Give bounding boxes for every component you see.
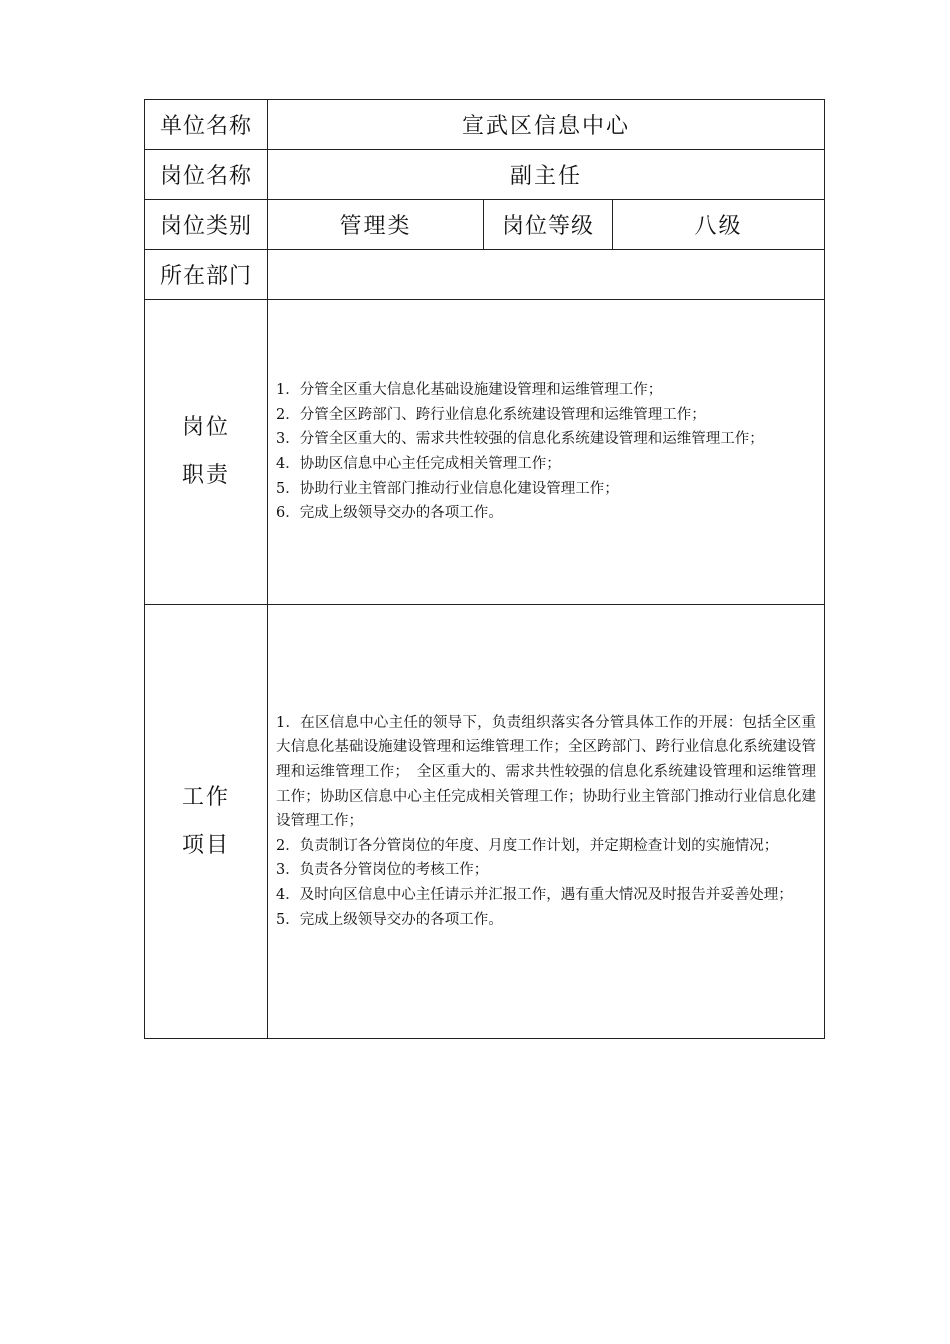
position-value: 副主任 xyxy=(268,150,825,200)
duties-label-line1: 岗位 xyxy=(181,415,230,440)
work-items-label-line2: 项目 xyxy=(181,832,230,858)
duty-item: 3．分管全区重大的、需求共性较强的信息化系统建设管理和运维管理工作； xyxy=(276,431,764,448)
duty-item: 2．分管全区跨部门、跨行业信息化系统建设管理和运维管理工作； xyxy=(276,406,706,423)
category-label: 岗位类别 xyxy=(145,200,268,250)
category-value: 管理类 xyxy=(268,200,484,250)
department-label: 所在部门 xyxy=(145,250,268,300)
duties-label-line2: 职责 xyxy=(181,463,230,488)
duties-label xyxy=(145,300,268,605)
grade-label: 岗位等级 xyxy=(484,200,613,250)
work-items-label xyxy=(145,605,268,1039)
work-item: 4．及时向区信息中心主任请示并汇报工作，遇有重大情况及时报告并妥善处理； xyxy=(276,886,793,903)
grade-value: 八级 xyxy=(613,200,825,250)
work-items-row xyxy=(145,605,825,1039)
position-row xyxy=(145,150,825,200)
duty-item: 6．完成上级领导交办的各项工作。 xyxy=(276,505,503,522)
work-item: 3．负责各分管岗位的考核工作； xyxy=(276,862,489,879)
work-item: 2．负责制订各分管岗位的年度、月度工作计划，并定期检查计划的实施情况； xyxy=(276,837,779,854)
unit-value: 宣武区信息中心 xyxy=(268,100,825,150)
category-row xyxy=(145,200,825,250)
job-description-table xyxy=(144,99,825,1039)
department-row xyxy=(145,250,825,300)
duties-list xyxy=(268,300,825,605)
work-item: 1．在区信息中心主任的领导下，负责组织落实各分管具体工作的开展：包括全区重大信息化基础设施建设管理和运维管理工作；全区跨部门、跨行业信息化系统建设管理和运维管理工作； 全区重大的、需求共性较强的信息化系统建设管理和运维管理工作；协助区信息中心主任完成相关管理工作；协助行业主管部门推动行业信息化建设管理工作； xyxy=(276,714,817,830)
work-items-list xyxy=(268,605,825,1039)
work-item: 5．完成上级领导交办的各项工作。 xyxy=(276,911,503,928)
duty-item: 5．协助行业主管部门推动行业信息化建设管理工作； xyxy=(276,480,619,497)
duty-item: 1．分管全区重大信息化基础设施建设管理和运维管理工作； xyxy=(276,382,663,399)
department-value xyxy=(268,250,825,300)
duties-row xyxy=(145,300,825,605)
unit-row xyxy=(145,100,825,150)
work-items-label-line1: 工作 xyxy=(181,784,230,810)
position-label: 岗位名称 xyxy=(145,150,268,200)
duty-item: 4．协助区信息中心主任完成相关管理工作； xyxy=(276,456,561,472)
unit-label: 单位名称 xyxy=(145,100,268,150)
